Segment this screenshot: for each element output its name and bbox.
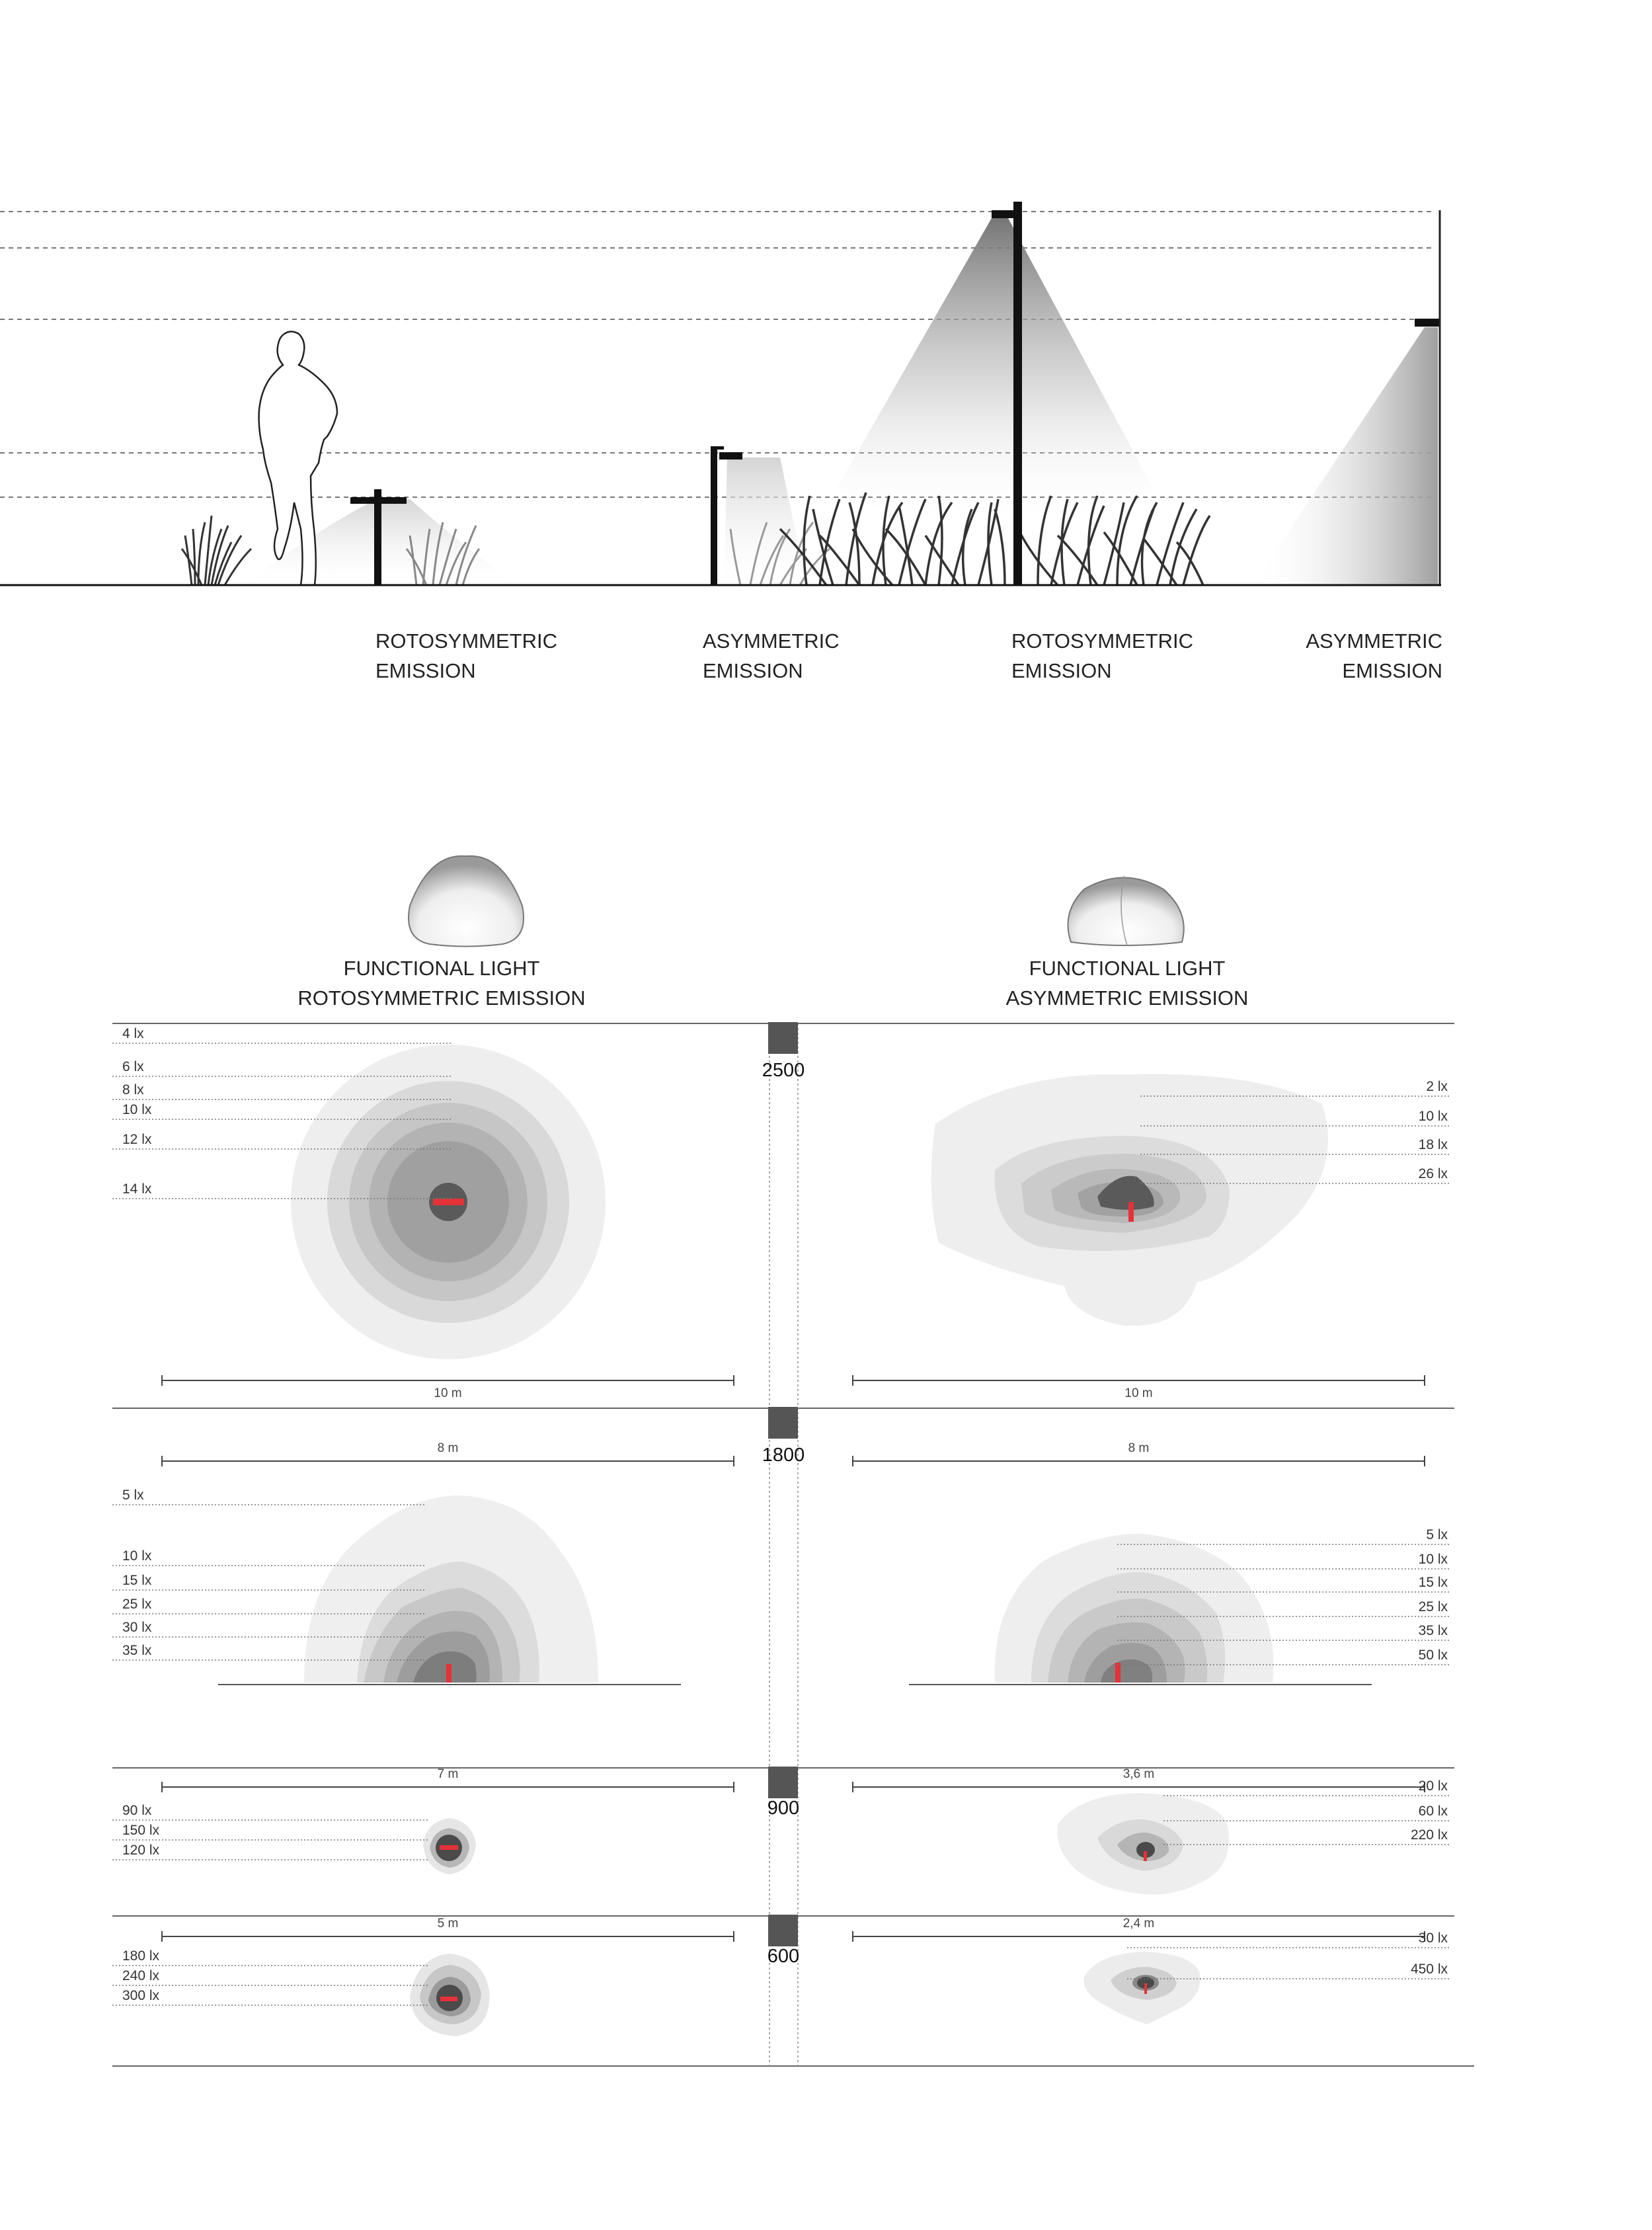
lux-label-left: 300 lx bbox=[122, 1988, 160, 2003]
lux-label-right: 35 lx bbox=[1418, 1623, 1448, 1638]
dimension-label-right: 10 m bbox=[1124, 1386, 1153, 1400]
lux-label-left: 240 lx bbox=[122, 1968, 160, 1983]
lux-label-left: 120 lx bbox=[122, 1843, 160, 1858]
lux-label-right: 2 lx bbox=[1426, 1079, 1448, 1094]
lux-label-left: 10 lx bbox=[122, 1102, 152, 1117]
lux-label-right: 450 lx bbox=[1410, 1962, 1448, 1977]
height-marker bbox=[768, 1407, 798, 1439]
grass-clump bbox=[182, 516, 251, 585]
height-label-1800: 1800 bbox=[762, 1445, 805, 1466]
isolux-grid bbox=[112, 1022, 1474, 2066]
lux-label-right: 15 lx bbox=[1418, 1575, 1448, 1590]
luminaire-marker bbox=[1128, 1202, 1134, 1222]
row-900-left-isolux bbox=[423, 1818, 476, 1874]
lux-label-right: 60 lx bbox=[1418, 1804, 1448, 1819]
luminaire-marker bbox=[1115, 1663, 1121, 1683]
lux-label-left: 90 lx bbox=[122, 1803, 152, 1818]
luminaire-marker bbox=[440, 1997, 457, 2001]
emission-label-4a: ASYMMETRIC bbox=[1306, 629, 1442, 653]
emission-label-2b: EMISSION bbox=[703, 659, 803, 682]
lux-label-left: 25 lx bbox=[122, 1597, 152, 1612]
emission-label-4b: EMISSION bbox=[1342, 659, 1442, 682]
emission-label-3a: ROTOSYMMETRIC bbox=[1011, 629, 1193, 653]
lux-label-left: 10 lx bbox=[122, 1548, 152, 1564]
luminaire-marker bbox=[433, 1199, 464, 1205]
fixture-rotosymmetric-icon bbox=[409, 856, 524, 947]
light-beam-rotosymmetric-tall bbox=[836, 218, 1154, 522]
lux-label-left: 150 lx bbox=[122, 1823, 160, 1838]
height-marker bbox=[768, 1915, 798, 1946]
lux-label-left: 30 lx bbox=[122, 1620, 152, 1635]
lux-label-left: 8 lx bbox=[122, 1082, 144, 1097]
row-2500-right-isolux bbox=[931, 1074, 1328, 1326]
emission-label-1a: ROTOSYMMETRIC bbox=[375, 629, 557, 653]
lux-label-left: 6 lx bbox=[122, 1059, 144, 1074]
wall-lamp-asymmetric bbox=[1415, 319, 1440, 327]
lux-label-right: 25 lx bbox=[1418, 1599, 1448, 1614]
left-fixture-subtitle: ROTOSYMMETRIC EMISSION bbox=[297, 986, 586, 1010]
section-view bbox=[0, 202, 1442, 682]
emission-label-2a: ASYMMETRIC bbox=[703, 629, 840, 653]
row-900-right-isolux bbox=[1057, 1793, 1229, 1895]
luminaire-marker bbox=[446, 1664, 452, 1683]
height-label-900: 900 bbox=[767, 1798, 800, 1819]
lux-label-right: 10 lx bbox=[1418, 1109, 1448, 1124]
luminaire-marker bbox=[1144, 1983, 1147, 1994]
lux-label-left: 35 lx bbox=[122, 1643, 152, 1658]
lux-label-right: 26 lx bbox=[1418, 1166, 1448, 1181]
emission-label-1b: EMISSION bbox=[375, 659, 476, 682]
height-marker bbox=[768, 1022, 798, 1054]
right-fixture-subtitle: ASYMMETRIC EMISSION bbox=[1005, 986, 1249, 1010]
lux-label-left: 14 lx bbox=[122, 1181, 152, 1197]
row-1800-left-isolux bbox=[304, 1495, 598, 1683]
dimension-label-right: 3,6 m bbox=[1122, 1767, 1155, 1781]
lux-label-right: 50 lx bbox=[1418, 1648, 1448, 1663]
dimension-label-left: 7 m bbox=[437, 1767, 459, 1781]
dimension-label-right: 2,4 m bbox=[1122, 1917, 1155, 1931]
row-600-left-isolux bbox=[410, 1954, 489, 2036]
left-fixture-title: FUNCTIONAL LIGHT bbox=[343, 957, 540, 980]
lux-label-right: 20 lx bbox=[1418, 1778, 1448, 1794]
lux-label-left: 180 lx bbox=[122, 1948, 160, 1964]
light-beam-asymmetric-tall bbox=[1253, 327, 1438, 585]
luminaire-marker bbox=[440, 1845, 458, 1850]
row-600-right-isolux bbox=[1083, 1952, 1200, 2024]
dimension-label-left: 8 m bbox=[437, 1441, 459, 1455]
right-fixture-title: FUNCTIONAL LIGHT bbox=[1029, 957, 1226, 980]
dimension-label-left: 10 m bbox=[434, 1386, 462, 1400]
height-marker bbox=[768, 1767, 798, 1798]
lux-label-right: 30 lx bbox=[1418, 1931, 1448, 1946]
luminaire-marker bbox=[1144, 1851, 1147, 1861]
dimension-label-left: 5 m bbox=[437, 1917, 459, 1931]
lux-label-right: 10 lx bbox=[1418, 1552, 1448, 1567]
lux-label-left: 15 lx bbox=[122, 1573, 152, 1588]
lux-label-right: 5 lx bbox=[1426, 1527, 1448, 1542]
row-1800-right-isolux bbox=[995, 1534, 1274, 1683]
dimension-label-right: 8 m bbox=[1128, 1441, 1150, 1455]
emission-label-3b: EMISSION bbox=[1011, 659, 1112, 682]
lux-label-right: 220 lx bbox=[1410, 1827, 1448, 1843]
lux-label-left: 12 lx bbox=[122, 1132, 152, 1147]
row-2500-left-isolux bbox=[291, 1045, 606, 1359]
lux-label-left: 5 lx bbox=[122, 1488, 144, 1503]
lux-label-right: 18 lx bbox=[1418, 1137, 1448, 1152]
fixture-asymmetric-icon bbox=[1068, 878, 1184, 946]
height-label-600: 600 bbox=[767, 1946, 800, 1967]
fixture-headers bbox=[297, 856, 1248, 1010]
lux-label-left: 4 lx bbox=[122, 1026, 144, 1041]
height-label-2500: 2500 bbox=[762, 1060, 805, 1081]
